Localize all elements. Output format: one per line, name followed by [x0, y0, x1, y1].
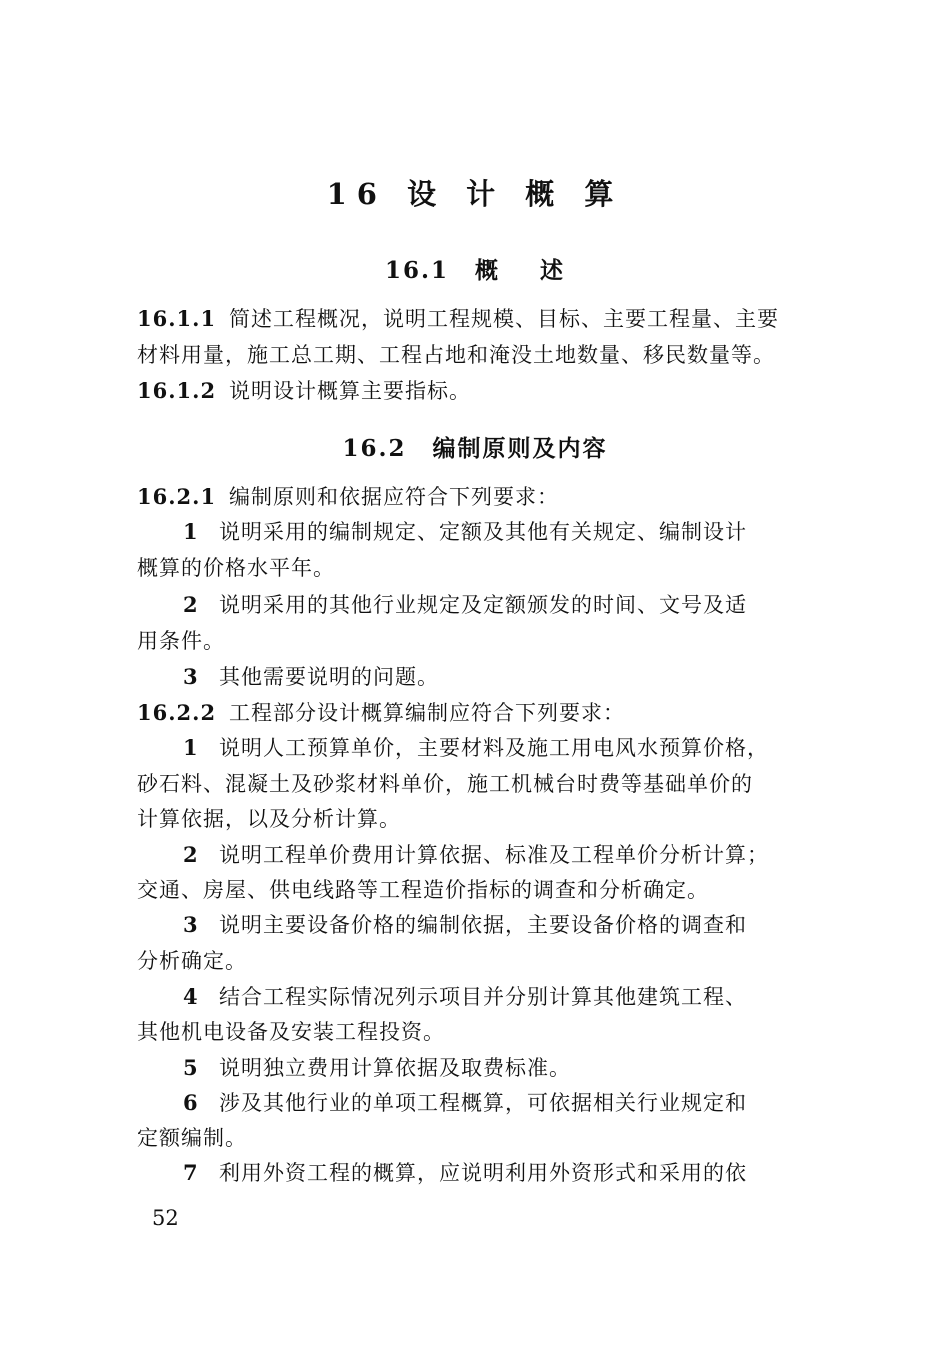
- list-item: [183, 1055, 863, 1081]
- item-text: 说明独立费用计算依据及取费标准。: [219, 1056, 571, 1080]
- item-number: 2: [183, 842, 199, 867]
- item-text-continuation: 交通、房屋、供电线路等工程造价指标的调查和分析确定。: [137, 878, 709, 902]
- item-number: 2: [183, 592, 199, 617]
- item-text: 说明工程单价费用计算依据、标准及工程单价分析计算；: [219, 843, 769, 867]
- item-number: 1: [183, 735, 199, 760]
- item-text-continuation: 用条件。: [137, 629, 225, 653]
- item-text-continuation: 砂石料、混凝土及砂浆材料单价，施工机械台时费等基础单价的: [137, 772, 753, 796]
- item-text-continuation: 定额编制。: [137, 1126, 247, 1150]
- section-title: 概 述: [475, 257, 566, 284]
- item-number: 3: [183, 912, 199, 937]
- clause-number: 16.1.1: [137, 306, 217, 331]
- clause-number: 16.1.2: [137, 378, 217, 403]
- list-item: [183, 592, 863, 618]
- item-text: 利用外资工程的概算，应说明利用外资形式和采用的依: [219, 1161, 747, 1185]
- clause-16-1-2: [137, 378, 817, 404]
- item-number: 5: [183, 1055, 199, 1080]
- page-number: 52: [152, 1206, 179, 1230]
- section-heading-16-1: [0, 252, 950, 285]
- chapter-title: 16 设 计 概 算: [326, 177, 624, 211]
- item-text: 说明人工预算单价，主要材料及施工用电风水预算价格，: [219, 736, 769, 760]
- item-text: 说明采用的其他行业规定及定额颁发的时间、文号及适: [219, 593, 747, 617]
- clause-text-continuation: 材料用量，施工总工期、工程占地和淹没土地数量、移民数量等。: [137, 343, 775, 367]
- item-number: 7: [183, 1160, 199, 1185]
- item-text-continuation: 分析确定。: [137, 949, 247, 973]
- list-item: [183, 735, 863, 761]
- clause-16-1-1: [137, 306, 817, 332]
- item-text-continuation: 概算的价格水平年。: [137, 556, 335, 580]
- clause-text: 工程部分设计概算编制应符合下列要求：: [229, 701, 625, 725]
- list-item: [183, 1090, 863, 1116]
- section-heading-16-2: [0, 430, 950, 463]
- clause-number: 16.2.1: [137, 484, 217, 509]
- list-item: [183, 984, 863, 1010]
- item-number: 4: [183, 984, 199, 1009]
- item-text: 说明主要设备价格的编制依据，主要设备价格的调查和: [219, 913, 747, 937]
- section-number: 16.1: [384, 257, 449, 284]
- list-item: [183, 1160, 863, 1186]
- item-text: 说明采用的编制规定、定额及其他有关规定、编制设计: [219, 520, 747, 544]
- item-text-continuation: 其他机电设备及安装工程投资。: [137, 1020, 445, 1044]
- list-item: [183, 912, 863, 938]
- item-text: 结合工程实际情况列示项目并分别计算其他建筑工程、: [219, 985, 747, 1009]
- clause-16-2-1: [137, 484, 817, 510]
- clause-number: 16.2.2: [137, 700, 217, 725]
- list-item: [183, 842, 863, 868]
- clause-text: 说明设计概算主要指标。: [229, 379, 471, 403]
- section-number: 16.2: [342, 435, 407, 462]
- item-number: 3: [183, 664, 199, 689]
- clause-text: 编制原则和依据应符合下列要求：: [229, 485, 559, 509]
- clause-text: 简述工程概况，说明工程规模、目标、主要工程量、主要: [229, 307, 779, 331]
- item-text: 涉及其他行业的单项工程概算，可依据相关行业规定和: [219, 1091, 747, 1115]
- item-number: 6: [183, 1090, 199, 1115]
- item-text: 其他需要说明的问题。: [219, 665, 439, 689]
- list-item: [183, 664, 863, 690]
- item-text-continuation: 计算依据，以及分析计算。: [137, 807, 401, 831]
- section-title: 编制原则及内容: [432, 435, 608, 462]
- clause-16-2-2: [137, 700, 817, 726]
- item-number: 1: [183, 519, 199, 544]
- list-item: [183, 519, 863, 545]
